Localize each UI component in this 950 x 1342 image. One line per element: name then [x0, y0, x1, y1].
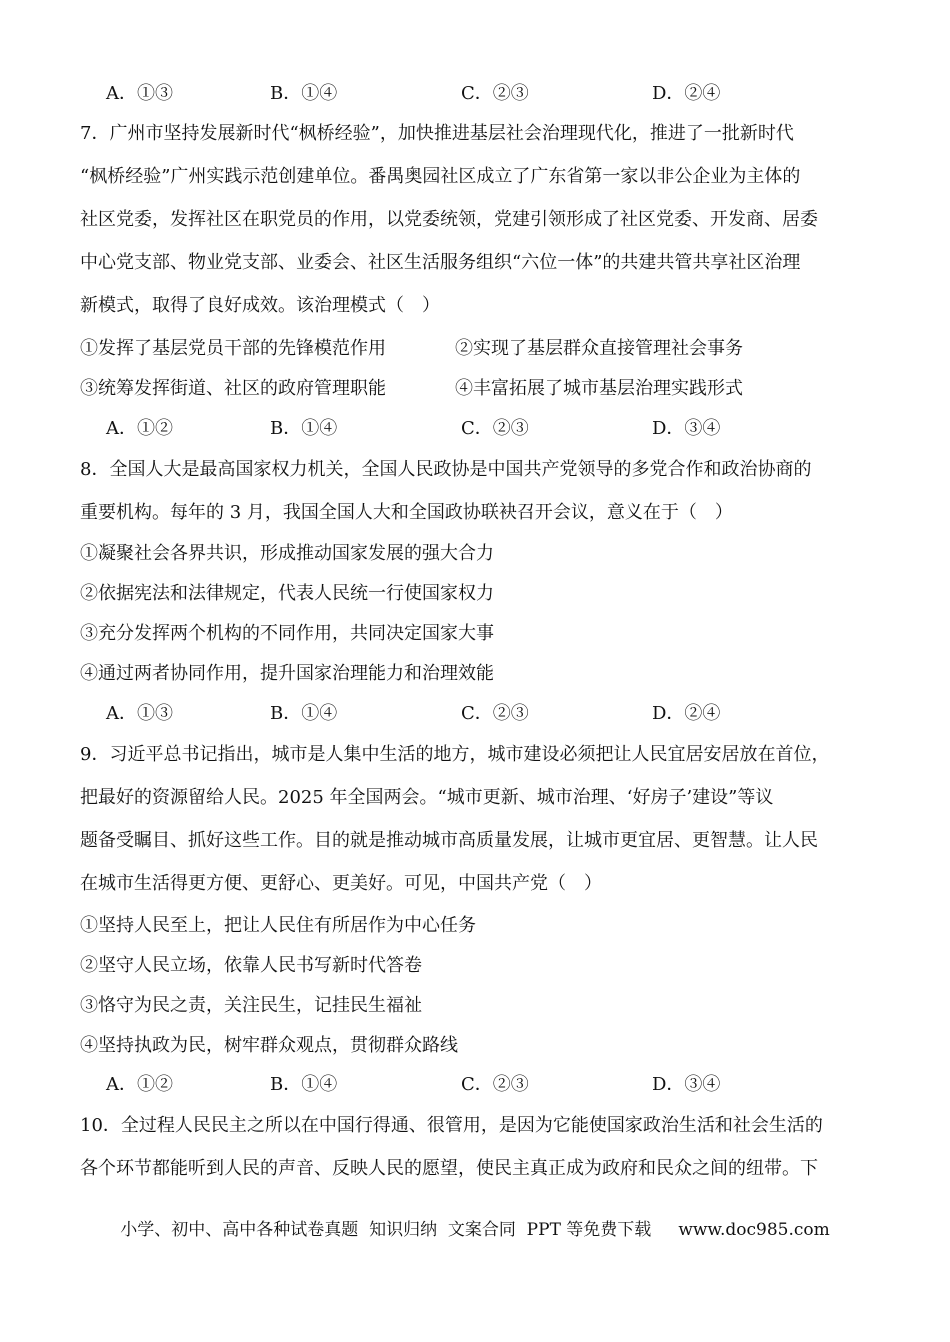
- q8-text-line: 8．全国人大是最高国家权力机关，全国人民政协是中国共产党领导的多党合作和政治协商的: [80, 459, 812, 480]
- q10-text-line: 10．全过程人民民主之所以在中国行得通、很管用，是因为它能使国家政治生活和社会生活的: [80, 1115, 823, 1136]
- q9-options-row: [0, 1073, 950, 1097]
- q9-text-line: 在城市生活得更方便、更舒心、更美好。可见，中国共产党（ ）: [80, 873, 602, 894]
- option-c: C．②③: [461, 1074, 529, 1095]
- q7-statements-row: [80, 377, 880, 401]
- q8-statement: ②依据宪法和法律规定，代表人民统一行使国家权力: [80, 583, 494, 604]
- option-d: D．③④: [652, 1074, 721, 1095]
- options-row: [0, 82, 950, 106]
- option-d: D．③④: [652, 418, 721, 439]
- q9-statement: ②坚守人民立场，依靠人民书写新时代答卷: [80, 955, 422, 976]
- option-d: D．②④: [652, 83, 721, 104]
- q7-text-line: 7．广州市坚持发展新时代“枫桥经验”，加快推进基层社会治理现代化，推进了一批新时代: [80, 123, 794, 144]
- q9-statement: ③恪守为民之责，关注民生，记挂民生福祉: [80, 995, 422, 1016]
- q7-text-line: “枫桥经验”广州实践示范创建单位。番禺奥园社区成立了广东省第一家以非公企业为主体的: [80, 166, 801, 187]
- q8-statement: ①凝聚社会各界共识，形成推动国家发展的强大合力: [80, 543, 494, 564]
- option-b: B．①④: [270, 703, 338, 724]
- q9-statement: ④坚持执政为民，树牢群众观点，贯彻群众路线: [80, 1035, 458, 1056]
- option-a: A．①②: [106, 418, 173, 439]
- option-c: C．②③: [461, 83, 529, 104]
- q7-text-line: 新模式，取得了良好成效。该治理模式（ ）: [80, 295, 440, 316]
- option-b: B．①④: [270, 418, 338, 439]
- q7-statement: ④丰富拓展了城市基层治理实践形式: [455, 378, 743, 399]
- q7-statement: ②实现了基层群众直接管理社会事务: [455, 338, 743, 359]
- page-footer: 小学、初中、高中各种试卷真题 知识归纳 文案合同 PPT 等免费下载 www.doc985.com: [120, 1220, 830, 1240]
- q9-text-line: 把最好的资源留给人民。2025 年全国两会。“城市更新、城市治理、‘好房子’建设”等议: [80, 787, 774, 808]
- q9-statement: ①坚持人民至上，把让人民住有所居作为中心任务: [80, 915, 476, 936]
- q7-statement: ①发挥了基层党员干部的先锋模范作用: [80, 338, 386, 359]
- q8-options-row: [0, 702, 950, 726]
- q9-text-line: 题备受瞩目、抓好这些工作。目的就是推动城市高质量发展，让城市更宜居、更智慧。让人民: [80, 830, 818, 851]
- option-c: C．②③: [461, 418, 529, 439]
- q8-statement: ③充分发挥两个机构的不同作用，共同决定国家大事: [80, 623, 494, 644]
- q7-statement: ③统筹发挥街道、社区的政府管理职能: [80, 378, 386, 399]
- q8-statement: ④通过两者协同作用，提升国家治理能力和治理效能: [80, 663, 494, 684]
- q7-options-row: [0, 417, 950, 441]
- option-a: A．①③: [106, 83, 173, 104]
- option-a: A．①②: [106, 1074, 173, 1095]
- q10-text-line: 各个环节都能听到人民的声音、反映人民的愿望，使民主真正成为政府和民众之间的纽带。下: [80, 1158, 818, 1179]
- q9-text-line: 9．习近平总书记指出，城市是人集中生活的地方，城市建设必须把让人民宜居安居放在首位，: [80, 744, 830, 765]
- option-c: C．②③: [461, 703, 529, 724]
- q8-text-line: 重要机构。每年的 3 月，我国全国人大和全国政协联袂召开会议，意义在于（ ）: [80, 502, 733, 523]
- option-b: B．①④: [270, 83, 338, 104]
- option-b: B．①④: [270, 1074, 338, 1095]
- option-a: A．①③: [106, 703, 173, 724]
- option-d: D．②④: [652, 703, 721, 724]
- q7-text-line: 中心党支部、物业党支部、业委会、社区生活服务组织“六位一体”的共建共管共享社区治理: [80, 252, 801, 273]
- q7-statements-row: [80, 337, 880, 361]
- q7-text-line: 社区党委，发挥社区在职党员的作用，以党委统领，党建引领形成了社区党委、开发商、居委: [80, 209, 818, 230]
